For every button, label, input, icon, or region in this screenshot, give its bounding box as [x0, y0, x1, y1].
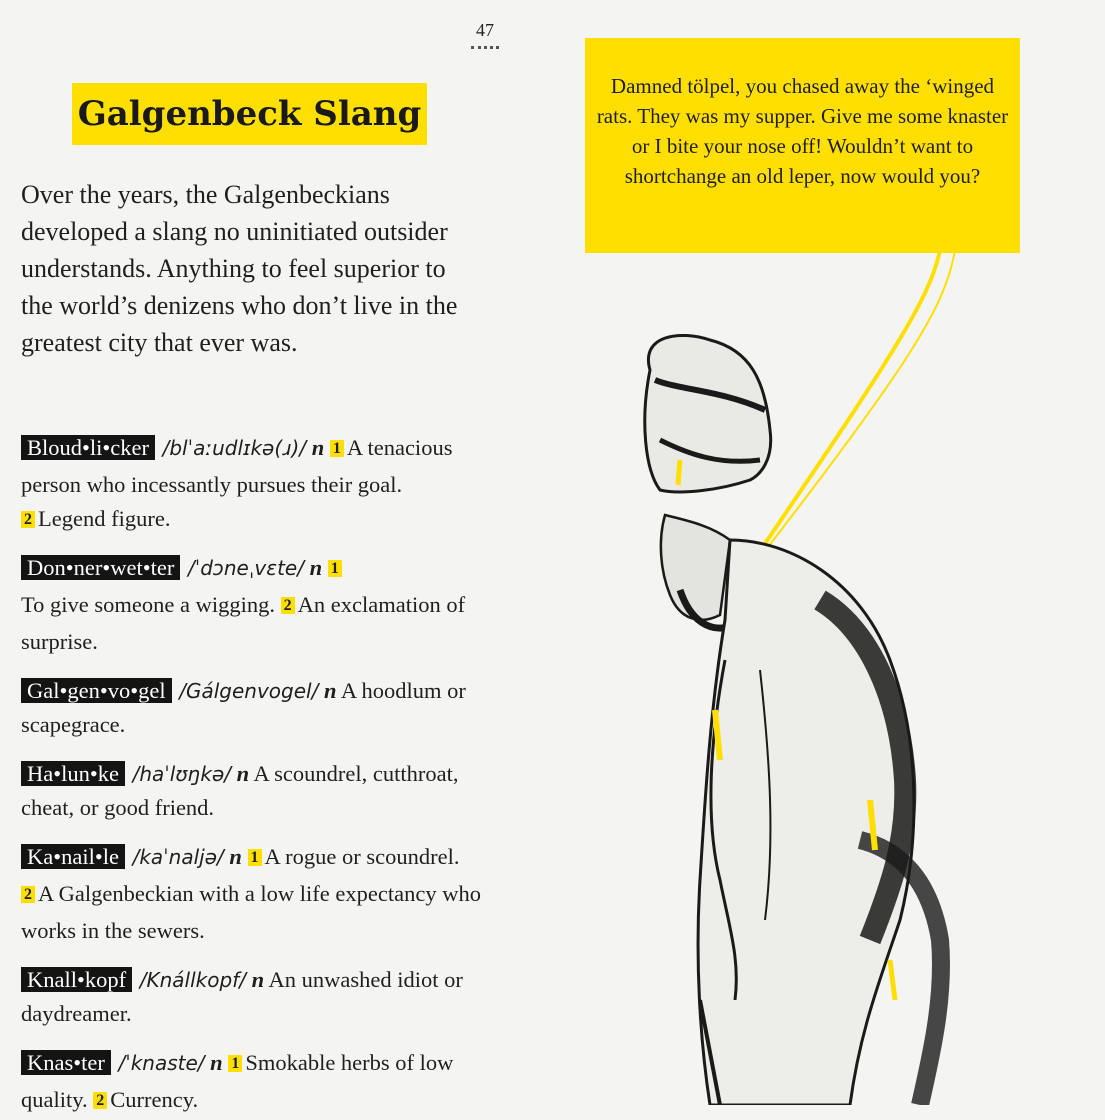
speech-bubble [585, 38, 1020, 253]
pronunciation: /ˈknaste/ [118, 1051, 205, 1075]
part-of-speech: n [251, 967, 265, 992]
intro-paragraph: Over the years, the Galgenbeckians developed a slang no uninitiated outsider understands. Anything to feel superior to the world’s denizens who don’t live in the greatest city that ever was. [21, 180, 458, 357]
glossary-term: Ka•nail•le [21, 844, 125, 869]
sense-number: 1 [248, 849, 262, 866]
sense-number: 2 [21, 511, 35, 528]
part-of-speech: n [323, 678, 337, 703]
glossary-entry [21, 1046, 481, 1120]
pronunciation: /haˈlʊŋkə/ [132, 762, 231, 786]
pronunciation: /kaˈnaljə/ [132, 845, 224, 869]
glossary-entry [21, 431, 481, 539]
speech-bubble-text: Damned tölpel, you chased away the ‘winged rats. They was my supper. Give me some knaster or I bite your nose off! Wouldn’t want to shortchange an old leper, now would you? [596, 74, 1009, 188]
face [661, 515, 730, 620]
glossary-term: Don•ner•wet•ter [21, 555, 180, 580]
sense-number: 1 [228, 1055, 242, 1072]
pronunciation: /ˈdɔneˌvɛte/ [187, 556, 304, 580]
pronunciation: /blˈaːudlɪkə(ɹ)/ [162, 436, 307, 460]
part-of-speech: n [210, 1050, 223, 1075]
glossary-term: Ha•lun•ke [21, 761, 125, 786]
part-of-speech: n [229, 844, 242, 869]
hooded-leper-illustration [560, 240, 1105, 1105]
cloak [698, 540, 914, 1105]
glossary-term: Gal•gen•vo•gel [21, 678, 172, 703]
sense-text: An unwashed idiot or daydreamer. [21, 967, 463, 1026]
glossary-term: Bloud•li•cker [21, 435, 155, 460]
glossary-entry [21, 551, 481, 659]
sense-text: Legend figure. [38, 506, 171, 531]
sense-text: A hoodlum or scapegrace. [21, 678, 466, 737]
sense-number: 1 [328, 560, 342, 577]
glossary-entry [21, 757, 481, 825]
sense-text: A rogue or scoundrel. [264, 844, 460, 869]
glossary-entry [21, 840, 481, 948]
sense-number: 2 [281, 597, 295, 614]
hood [645, 335, 771, 492]
pronunciation: /Gálgenvogel/ [179, 679, 319, 703]
sense-number: 1 [330, 440, 344, 457]
part-of-speech: n [309, 555, 323, 580]
sense-number: 2 [21, 886, 35, 903]
glossary-list [21, 431, 481, 1120]
sense-text: A tenacious person who incessantly pursues their goal. [21, 435, 453, 497]
pronunciation: /Knállkopf/ [139, 968, 246, 992]
sense-text: Currency. [110, 1087, 199, 1112]
sense-text: An exclamation of surprise. [21, 592, 466, 654]
page-number: 47 [476, 20, 494, 40]
glossary-entry [21, 963, 481, 1031]
sense-number: 2 [93, 1092, 107, 1109]
title-banner [72, 83, 427, 145]
part-of-speech: n [236, 761, 250, 786]
sense-text: To give someone a wigging. [21, 592, 276, 617]
sense-text: A scoundrel, cutthroat, cheat, or good friend. [21, 761, 459, 820]
sense-text: A Galgenbeckian with a low life expectancy who works in the sewers. [21, 881, 481, 943]
page-number-underline [471, 42, 499, 49]
glossary-term: Knall•kopf [21, 967, 132, 992]
glossary-entry [21, 674, 481, 742]
sense-text: Smokable herbs of low quality. [21, 1050, 454, 1112]
page-title: Galgenbeck Slang [77, 94, 422, 134]
glossary-term: Knas•ter [21, 1050, 111, 1075]
part-of-speech: n [311, 435, 325, 460]
